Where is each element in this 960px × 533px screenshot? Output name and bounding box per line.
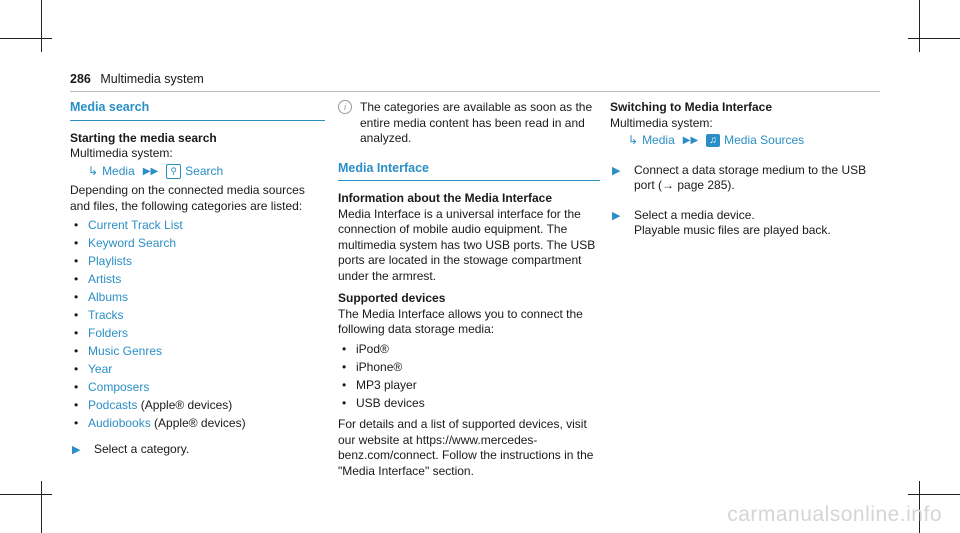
crop-mark [908, 494, 960, 495]
subsection-title: Starting the media search [70, 130, 217, 145]
list-item [70, 218, 325, 234]
list-item: • iPhone® [338, 360, 600, 376]
category-link[interactable]: Tracks [88, 308, 124, 322]
step-text: Select a category. [94, 441, 190, 456]
page-number: 286 [70, 72, 91, 86]
category-link[interactable]: Audiobooks [88, 416, 151, 430]
chevron-right-icon: ▶▶ [142, 165, 159, 177]
note-text: The categories are available as soon as the entire media content has been read in and analyzed. [360, 100, 593, 145]
subsection-title: Switching to Media Interface [610, 100, 773, 114]
category-link[interactable]: Music Genres [88, 344, 163, 358]
category-link[interactable]: Playlists [88, 254, 133, 268]
menu-path [628, 133, 880, 149]
list-item: • Audiobooks (Apple® devices) [70, 416, 325, 432]
list-item [70, 308, 325, 324]
list-item: • USB devices [338, 396, 600, 412]
search-icon: ⚲ [166, 164, 181, 179]
step-arrow-icon: ▶ [72, 443, 81, 456]
list-item [70, 344, 325, 360]
crop-mark [41, 0, 42, 52]
section-title: Media search [70, 100, 150, 114]
music-source-icon: ♫ [706, 134, 720, 147]
subsection-title: Information about the Media Interface [338, 191, 553, 205]
crop-mark [919, 0, 920, 52]
path-search[interactable]: Search [185, 163, 224, 178]
info-note [338, 100, 600, 147]
column-media-interface [338, 100, 600, 481]
list-item [70, 326, 325, 342]
system-label: Multimedia system: [610, 115, 713, 130]
category-link[interactable]: Albums [88, 290, 129, 304]
crop-mark [0, 38, 52, 39]
device-list [338, 342, 600, 412]
list-item [70, 254, 325, 270]
path-media-sources[interactable]: Media Sources [724, 133, 805, 147]
step-arrow-icon: ▶ [612, 209, 621, 222]
crop-mark [41, 481, 42, 533]
intro-text: Depending on the connected media sources and files, the following categories are listed: [70, 183, 305, 213]
category-link[interactable]: Keyword Search [88, 236, 177, 250]
crop-mark [0, 494, 52, 495]
section-rule [338, 180, 600, 181]
category-link[interactable]: Current Track List [88, 218, 183, 232]
menu-path [88, 164, 325, 180]
section-title: Media Interface [338, 160, 430, 175]
category-link[interactable]: Year [88, 362, 113, 376]
instruction-step [610, 208, 880, 239]
path-media[interactable]: Media [102, 163, 135, 178]
crop-mark [908, 38, 960, 39]
system-label: Multimedia system: [70, 146, 173, 160]
category-link[interactable]: Folders [88, 326, 129, 340]
category-list [70, 218, 325, 432]
list-item: • MP3 player [338, 378, 600, 394]
page-header [70, 72, 204, 86]
list-item: • iPod® [338, 342, 600, 358]
path-arrow-icon: ↳ [88, 163, 99, 178]
list-item [70, 236, 325, 252]
header-rule [70, 91, 880, 92]
section-name: Multimedia system [100, 72, 204, 86]
category-link[interactable]: Composers [88, 380, 150, 394]
instruction-step [610, 163, 880, 194]
supported-devices-title: Supported devices [338, 291, 446, 305]
body-text: For details and a list of supported devices, visit our website at https://www.mercedes-benz.com/connect. Follow the instructions in the "Media Interface" section. [338, 417, 594, 478]
body-text: The Media Interface allows you to connect the following data storage media: [338, 306, 583, 336]
section-rule [70, 120, 325, 121]
step-text: Connect a data storage medium to the USB port (→ page 285). [634, 162, 867, 192]
list-item [70, 290, 325, 306]
step-result-text: Playable music files are played back. [634, 223, 831, 237]
chevron-right-icon: ▶▶ [682, 135, 699, 146]
list-item: • Podcasts (Apple® devices) [70, 398, 325, 414]
list-item [70, 272, 325, 288]
body-text: Media Interface is a universal interface for the connection of mobile audio equipment. The multimedia system has two USB ports. The USB ports are located in the stowage compartment under the armrest. [338, 206, 596, 283]
column-media-search [70, 100, 325, 457]
step-text: Select a media device. [634, 207, 755, 222]
list-item [70, 362, 325, 378]
category-link[interactable]: Artists [88, 272, 122, 286]
step-arrow-icon: ▶ [612, 164, 621, 177]
column-switching [610, 100, 880, 239]
info-icon: i [338, 100, 352, 114]
path-media[interactable]: Media [642, 133, 675, 147]
list-item [70, 380, 325, 396]
path-arrow-icon: ↳ [628, 133, 639, 147]
instruction-step [70, 442, 325, 458]
category-link[interactable]: Podcasts [88, 398, 138, 412]
watermark: carmanualsonline.info [727, 503, 942, 526]
